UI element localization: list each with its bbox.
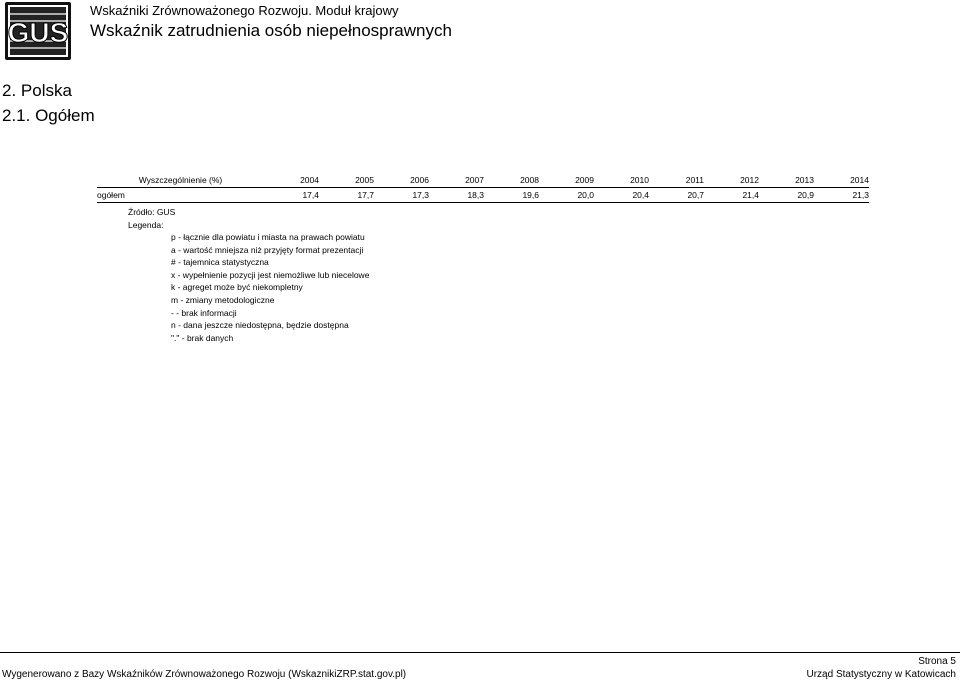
generated-note: Wygenerowano z Bazy Wskaźników Zrównoważonego Rozwoju (WskaznikiZRP.stat.gov.pl): [2, 669, 407, 680]
legend-item: # - tajemnica statystyczna: [171, 257, 269, 268]
year-header: 2007: [429, 173, 484, 188]
legend-item: n - dana jeszcze niedostępna, będzie dostępna: [171, 320, 349, 331]
table-cell: 17,7: [319, 188, 374, 203]
table-cell: 21,3: [814, 188, 869, 203]
table-cell: 17,3: [374, 188, 429, 203]
indicator-table: [97, 173, 869, 203]
gus-logo: [2, 0, 74, 62]
table-header-row: [97, 173, 869, 188]
module-title: Wskaźniki Zrównoważonego Rozwoju. Moduł krajowy: [90, 3, 399, 18]
legend-item: a - wartość mniejsza niż przyjęty format prezentacji: [171, 244, 364, 255]
legend-title: Legenda:: [128, 220, 164, 230]
table-row: [97, 188, 869, 203]
description-column-header: Wyszczególnienie (%): [97, 173, 264, 188]
legend-item: - - brak informacji: [171, 307, 237, 318]
year-header: 2010: [594, 173, 649, 188]
legend-item: p - łącznie dla powiatu i miasta na prawach powiatu: [171, 232, 365, 242]
year-header: 2013: [759, 173, 814, 188]
table-cell: 20,4: [594, 188, 649, 203]
year-header: 2005: [319, 173, 374, 188]
table-cell: 21,4: [704, 188, 759, 203]
footer-divider: [0, 652, 960, 653]
gus-logo-text: GUS: [7, 17, 69, 48]
legend-item: m - zmiany metodologiczne: [171, 294, 275, 305]
section-level2-heading: 2.1. Ogółem: [2, 106, 95, 125]
section-level1-heading: 2. Polska: [2, 81, 72, 100]
data-source: Źródło: GUS: [128, 207, 176, 217]
year-header: 2014: [814, 173, 869, 188]
legend-item: x - wypełnienie pozycji jest niemożliwe lub niecelowe: [171, 269, 370, 280]
legend-list: [171, 231, 369, 344]
table-cell: 18,3: [429, 188, 484, 203]
legend-item: "." - brak danych: [171, 332, 234, 343]
page-number: Strona 5: [918, 656, 956, 667]
table-cell: 20,9: [759, 188, 814, 203]
year-header: 2012: [704, 173, 759, 188]
table-cell: 20,7: [649, 188, 704, 203]
row-label: ogółem: [97, 188, 264, 203]
indicator-title: Wskaźnik zatrudnienia osób niepełnosprawnych: [90, 21, 452, 40]
year-header: 2006: [374, 173, 429, 188]
year-header: 2011: [649, 173, 704, 188]
table-cell: 20,0: [539, 188, 594, 203]
office-name: Urząd Statystyczny w Katowicach: [806, 669, 956, 680]
table-cell: 19,6: [484, 188, 539, 203]
year-header: 2004: [264, 173, 319, 188]
year-header: 2009: [539, 173, 594, 188]
legend-item: k - agreget może być niekompletny: [171, 282, 303, 293]
year-header: 2008: [484, 173, 539, 188]
table-cell: 17,4: [264, 188, 319, 203]
